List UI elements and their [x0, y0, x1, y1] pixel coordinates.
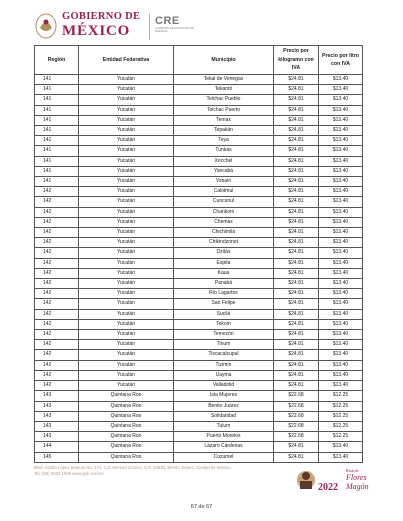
cell-price-liter: $13.40: [319, 381, 363, 391]
col-header-region: Región: [35, 46, 79, 75]
table-row: [35, 156, 363, 166]
cell-region: 143: [35, 421, 79, 431]
cre-logo: [155, 15, 195, 33]
cell-municipality: Espita: [174, 258, 274, 268]
cell-state: Yucatán: [79, 299, 174, 309]
cell-state: Yucatán: [79, 207, 174, 217]
cell-price-kg: $24.81: [274, 258, 319, 268]
cell-municipality: Uayma: [174, 370, 274, 380]
cell-price-liter: $13.40: [319, 248, 363, 258]
cell-region: 142: [35, 330, 79, 340]
cell-region: 145: [35, 452, 79, 462]
cell-price-liter: $13.40: [319, 289, 363, 299]
cell-price-kg: $22.68: [274, 432, 319, 442]
table-row: [35, 432, 363, 442]
cell-municipality: Chichimilá: [174, 228, 274, 238]
cell-region: 142: [35, 197, 79, 207]
cell-price-kg: $24.81: [274, 166, 319, 176]
cell-region: 142: [35, 279, 79, 289]
cell-region: 143: [35, 401, 79, 411]
cell-price-kg: $22.68: [274, 391, 319, 401]
cell-municipality: Tulum: [174, 421, 274, 431]
cell-state: Yucatán: [79, 370, 174, 380]
header-divider: [149, 14, 150, 40]
cell-price-liter: $13.40: [319, 238, 363, 248]
cell-price-kg: $24.81: [274, 95, 319, 105]
table-row: [35, 268, 363, 278]
cell-municipality: Dzitás: [174, 248, 274, 258]
cell-price-liter: $13.40: [319, 115, 363, 125]
cell-state: Yucatán: [79, 381, 174, 391]
cell-state: Yucatán: [79, 238, 174, 248]
cell-region: 142: [35, 360, 79, 370]
cell-price-kg: $24.81: [274, 268, 319, 278]
table-row: [35, 381, 363, 391]
cell-state: Quintana Roo: [79, 432, 174, 442]
cell-region: 141: [35, 166, 79, 176]
cell-region: 143: [35, 411, 79, 421]
cell-price-kg: $24.81: [274, 330, 319, 340]
cell-state: Yucatán: [79, 197, 174, 207]
cell-price-kg: $24.81: [274, 350, 319, 360]
cell-region: 142: [35, 319, 79, 329]
footer-address-line2: Tel: (55) 5283 1500 www.gob.mx/cre: [34, 471, 104, 476]
cell-region: 142: [35, 370, 79, 380]
cell-municipality: Yobaín: [174, 177, 274, 187]
cell-price-liter: $13.40: [319, 309, 363, 319]
cell-municipality: Kaua: [174, 268, 274, 278]
cell-municipality: Telchac Puerto: [174, 105, 274, 115]
table-row: [35, 126, 363, 136]
table-row: [35, 115, 363, 125]
cell-price-kg: $24.81: [274, 370, 319, 380]
cell-price-liter: $13.40: [319, 330, 363, 340]
table-header-row: [35, 46, 363, 75]
table-row: [35, 319, 363, 329]
cell-price-kg: $24.81: [274, 126, 319, 136]
cell-price-liter: $13.40: [319, 166, 363, 176]
cell-region: 142: [35, 258, 79, 268]
cell-region: 143: [35, 432, 79, 442]
cell-region: 142: [35, 381, 79, 391]
table-row: [35, 391, 363, 401]
table-row: [35, 248, 363, 258]
cell-region: 142: [35, 187, 79, 197]
cell-municipality: Puerto Morelos: [174, 432, 274, 442]
table-row: [35, 279, 363, 289]
cell-state: Yucatán: [79, 95, 174, 105]
cell-price-kg: $22.68: [274, 421, 319, 431]
table-row: [35, 421, 363, 431]
cell-price-kg: $24.81: [274, 340, 319, 350]
cell-price-kg: $24.81: [274, 442, 319, 452]
cell-state: Yucatán: [79, 309, 174, 319]
cell-price-kg: $24.81: [274, 207, 319, 217]
cell-price-kg: $24.81: [274, 381, 319, 391]
cell-region: 142: [35, 289, 79, 299]
cell-region: 141: [35, 136, 79, 146]
cell-municipality: San Felipe: [174, 299, 274, 309]
cell-region: 142: [35, 207, 79, 217]
cell-price-kg: $24.81: [274, 217, 319, 227]
table-row: [35, 207, 363, 217]
cell-municipality: Xocchel: [174, 156, 274, 166]
cell-state: Yucatán: [79, 330, 174, 340]
cre-mark: CRE: [155, 15, 180, 27]
cell-region: 142: [35, 228, 79, 238]
badge-year: 2022: [318, 482, 338, 493]
cell-price-liter: $13.40: [319, 268, 363, 278]
cell-state: Yucatán: [79, 166, 174, 176]
table-row: [35, 146, 363, 156]
cell-region: 142: [35, 217, 79, 227]
cell-price-liter: $13.40: [319, 95, 363, 105]
cell-municipality: Tekom: [174, 319, 274, 329]
table-row: [35, 217, 363, 227]
cell-municipality: Cozumel: [174, 452, 274, 462]
cre-subtitle: COMISIÓN REGULADORA DE ENERGÍA: [155, 26, 195, 33]
cell-state: Yucatán: [79, 350, 174, 360]
table-row: [35, 309, 363, 319]
cell-price-liter: $13.40: [319, 350, 363, 360]
footer-address-line1: Blvd. Adolfo López Mateos No. 172, Col. Merced Gómez, C.P. 03930, Benito Juárez, Ciudad de México.: [34, 465, 232, 470]
table-row: [35, 197, 363, 207]
cell-price-liter: $13.40: [319, 146, 363, 156]
cell-region: 141: [35, 75, 79, 85]
cell-municipality: Chikindzonot: [174, 238, 274, 248]
cell-state: Yucatán: [79, 75, 174, 85]
cell-municipality: Tunkás: [174, 146, 274, 156]
table-row: [35, 238, 363, 248]
cell-price-liter: $13.40: [319, 207, 363, 217]
table-row: [35, 401, 363, 411]
cell-state: Yucatán: [79, 136, 174, 146]
cell-price-liter: $13.40: [319, 187, 363, 197]
cell-region: 142: [35, 340, 79, 350]
cell-municipality: Telchac Pueblo: [174, 95, 274, 105]
cell-state: Yucatán: [79, 268, 174, 278]
commemorative-year-badge: [296, 462, 378, 500]
cell-price-kg: $24.81: [274, 136, 319, 146]
cell-municipality: Temozón: [174, 330, 274, 340]
table-body: [35, 75, 363, 463]
cell-region: 142: [35, 268, 79, 278]
cell-price-liter: $13.40: [319, 228, 363, 238]
cell-price-kg: $22.68: [274, 401, 319, 411]
table-row: [35, 442, 363, 452]
cell-municipality: Solidaridad: [174, 411, 274, 421]
cell-state: Quintana Roo: [79, 391, 174, 401]
col-header-price-kg: Precio por kilogramo con IVA: [274, 46, 319, 75]
cell-price-liter: $12.25: [319, 432, 363, 442]
table-row: [35, 85, 363, 95]
cell-price-liter: $13.40: [319, 136, 363, 146]
cell-price-liter: $12.25: [319, 411, 363, 421]
col-header-price-liter: Precio por litro con IVA: [319, 46, 363, 75]
cell-municipality: Tepakán: [174, 126, 274, 136]
cell-price-liter: $13.40: [319, 340, 363, 350]
government-logo: [62, 12, 140, 39]
col-header-state: Entidad Federativa: [79, 46, 174, 75]
table-row: [35, 136, 363, 146]
page-number: 67 de 67: [190, 504, 213, 510]
cell-state: Quintana Roo: [79, 421, 174, 431]
col-header-municipality: Municipio: [174, 46, 274, 75]
cell-price-kg: $24.81: [274, 452, 319, 462]
cell-price-kg: $24.81: [274, 75, 319, 85]
cell-state: Yucatán: [79, 248, 174, 258]
table-row: [35, 330, 363, 340]
cell-price-kg: $24.81: [274, 177, 319, 187]
cell-state: Yucatán: [79, 319, 174, 329]
cell-state: Yucatán: [79, 126, 174, 136]
cell-state: Yucatán: [79, 279, 174, 289]
cell-price-liter: $13.40: [319, 452, 363, 462]
cell-price-kg: $24.81: [274, 289, 319, 299]
badge-name2: Flores: [346, 473, 367, 482]
cell-price-liter: $13.40: [319, 105, 363, 115]
cell-price-liter: $13.40: [319, 177, 363, 187]
cell-price-kg: $24.81: [274, 146, 319, 156]
cell-price-kg: $24.81: [274, 299, 319, 309]
gov-name-line1: GOBIERNO DE: [62, 11, 141, 22]
cell-state: Quintana Roo: [79, 452, 174, 462]
badge-name1: Ricardo: [346, 468, 359, 473]
cell-price-liter: $13.40: [319, 156, 363, 166]
cell-state: Yucatán: [79, 360, 174, 370]
cell-price-kg: $24.81: [274, 115, 319, 125]
cell-price-liter: $12.25: [319, 401, 363, 411]
coat-of-arms-icon: [34, 10, 58, 40]
table-row: [35, 299, 363, 309]
cell-state: Yucatán: [79, 146, 174, 156]
cell-state: Quintana Roo: [79, 401, 174, 411]
price-table: [34, 45, 363, 463]
cell-price-liter: $13.40: [319, 217, 363, 227]
cell-price-liter: $13.40: [319, 126, 363, 136]
cell-price-kg: $24.81: [274, 248, 319, 258]
cell-price-kg: $24.81: [274, 187, 319, 197]
cell-region: 141: [35, 177, 79, 187]
cell-state: Yucatán: [79, 258, 174, 268]
cell-region: 141: [35, 146, 79, 156]
cell-region: 141: [35, 105, 79, 115]
cell-price-kg: $24.81: [274, 238, 319, 248]
cell-region: 141: [35, 85, 79, 95]
table-row: [35, 350, 363, 360]
cell-price-kg: $24.81: [274, 309, 319, 319]
cell-state: Yucatán: [79, 85, 174, 95]
table-row: [35, 228, 363, 238]
cell-municipality: Teya: [174, 136, 274, 146]
cell-price-liter: $13.40: [319, 279, 363, 289]
cell-municipality: Río Lagartos: [174, 289, 274, 299]
cell-price-kg: $24.81: [274, 197, 319, 207]
cell-region: 141: [35, 126, 79, 136]
cell-region: 141: [35, 156, 79, 166]
cell-state: Yucatán: [79, 115, 174, 125]
cell-price-liter: $13.40: [319, 319, 363, 329]
cell-price-liter: $12.25: [319, 421, 363, 431]
cell-price-liter: $12.25: [319, 391, 363, 401]
table-row: [35, 95, 363, 105]
cell-region: 141: [35, 115, 79, 125]
cell-state: Yucatán: [79, 217, 174, 227]
cell-municipality: Lázaro Cárdenas: [174, 442, 274, 452]
table-row: [35, 340, 363, 350]
cell-region: 142: [35, 299, 79, 309]
cell-region: 142: [35, 248, 79, 258]
cell-price-liter: $13.40: [319, 75, 363, 85]
footer-address: [34, 465, 289, 477]
cell-state: Yucatán: [79, 289, 174, 299]
cell-state: Yucatán: [79, 187, 174, 197]
cell-municipality: Chemax: [174, 217, 274, 227]
cell-municipality: Sucilá: [174, 309, 274, 319]
table-row: [35, 289, 363, 299]
cell-municipality: Tekal de Venegas: [174, 75, 274, 85]
cell-municipality: Tizimín: [174, 360, 274, 370]
cell-municipality: Cuncunul: [174, 197, 274, 207]
cell-state: Yucatán: [79, 156, 174, 166]
cell-price-liter: $13.40: [319, 442, 363, 452]
cell-state: Yucatán: [79, 340, 174, 350]
cell-price-kg: $24.81: [274, 228, 319, 238]
table-row: [35, 75, 363, 85]
badge-name3: Magón: [346, 482, 369, 491]
cell-municipality: Calotmul: [174, 187, 274, 197]
cell-state: Yucatán: [79, 105, 174, 115]
table-row: [35, 187, 363, 197]
cell-price-liter: $13.40: [319, 258, 363, 268]
table-row: [35, 452, 363, 462]
cell-municipality: Panabá: [174, 279, 274, 289]
cell-state: Quintana Roo: [79, 411, 174, 421]
cell-price-kg: $22.68: [274, 411, 319, 421]
gov-name-line2: MÉXICO: [62, 22, 131, 39]
table-row: [35, 177, 363, 187]
cell-municipality: Yaxcabá: [174, 166, 274, 176]
cell-price-liter: $13.40: [319, 85, 363, 95]
cell-region: 143: [35, 391, 79, 401]
cell-municipality: Benito Juárez: [174, 401, 274, 411]
table-row: [35, 370, 363, 380]
cell-price-liter: $13.40: [319, 370, 363, 380]
cell-region: 144: [35, 442, 79, 452]
table-row: [35, 360, 363, 370]
cell-price-liter: $13.40: [319, 299, 363, 309]
cell-price-kg: $24.81: [274, 105, 319, 115]
cell-price-liter: $13.40: [319, 197, 363, 207]
cell-municipality: Tekantó: [174, 85, 274, 95]
cell-municipality: Temax: [174, 115, 274, 125]
cell-price-kg: $24.81: [274, 279, 319, 289]
cell-region: 141: [35, 95, 79, 105]
cell-region: 142: [35, 238, 79, 248]
page-header: [34, 8, 374, 48]
table-row: [35, 258, 363, 268]
cell-region: 142: [35, 309, 79, 319]
cell-price-kg: $24.81: [274, 156, 319, 166]
cell-municipality: Valladolid: [174, 381, 274, 391]
cell-price-kg: $24.81: [274, 85, 319, 95]
cell-price-kg: $24.81: [274, 360, 319, 370]
cell-price-liter: $13.40: [319, 360, 363, 370]
cell-municipality: Tinum: [174, 340, 274, 350]
cell-state: Yucatán: [79, 228, 174, 238]
cell-state: Quintana Roo: [79, 442, 174, 452]
cell-state: Yucatán: [79, 177, 174, 187]
table-row: [35, 411, 363, 421]
table-row: [35, 166, 363, 176]
cell-municipality: Tixcacalcupul: [174, 350, 274, 360]
table-row: [35, 105, 363, 115]
cell-municipality: Chankom: [174, 207, 274, 217]
cell-municipality: Isla Mujeres: [174, 391, 274, 401]
cell-region: 142: [35, 350, 79, 360]
cell-price-kg: $24.81: [274, 319, 319, 329]
